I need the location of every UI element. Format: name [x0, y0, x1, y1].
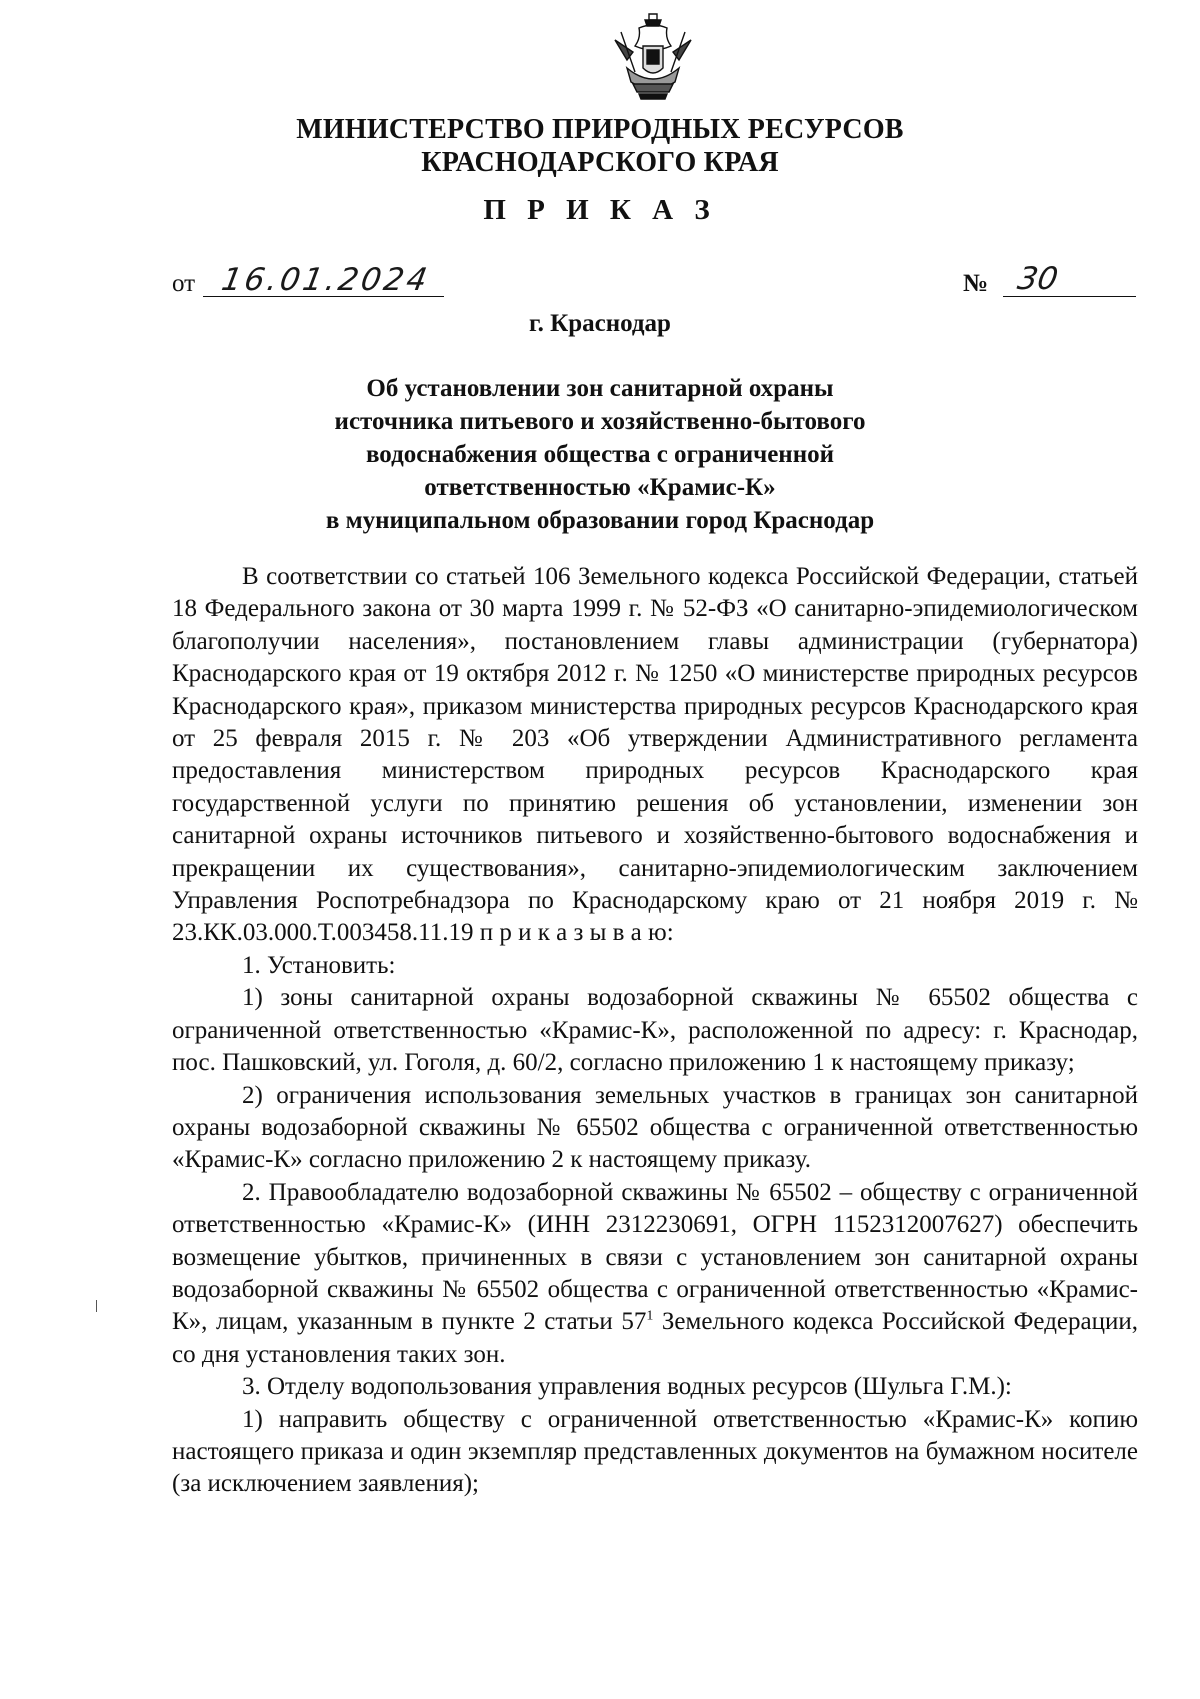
document-type: П Р И К А З: [483, 194, 717, 226]
item-2-text-b: Земельного кодекса Российской Федерации, со дня установления таких зон.: [172, 1308, 1138, 1368]
item-3: 3. Отделу водопользования управления водных ресурсов (Шульга Г.М.):: [242, 1373, 1012, 1401]
margin-mark: [96, 1300, 99, 1312]
order-command: п р и к а з ы в а ю:: [479, 919, 674, 947]
number-prefix: №: [963, 270, 989, 297]
handwritten-number: 30: [1014, 261, 1061, 297]
preamble-paragraph: [172, 561, 1138, 950]
item-1-2: 2) ограничения использования земельных участков в границах зон санитарной охраны водозаборной скважины № 65502 общества с ограниченной ответственностью «Крамис-К» согласно приложению 2 к настоящему приказу.: [172, 1081, 1138, 1174]
coat-of-arms-icon: [605, 10, 701, 102]
handwritten-date: 16.01.2024: [218, 262, 433, 298]
document-title: [200, 372, 1000, 537]
item-1: 1. Установить:: [242, 951, 396, 979]
title-line: ответственностью «Крамис-К»: [424, 474, 776, 501]
title-line: источника питьевого и хозяйственно-бытового: [334, 408, 866, 435]
ministry-name-line2: КРАСНОДАРСКОГО КРАЯ: [421, 147, 779, 178]
title-line: Об установлении зон санитарной охраны: [366, 375, 834, 402]
title-line: в муниципальном образовании город Краснодар: [325, 507, 875, 534]
title-line: водоснабжения общества с ограниченной: [365, 441, 835, 468]
item-2: [172, 1177, 1138, 1371]
document-body: [172, 561, 1138, 1501]
item-2-text-a: 2. Правообладателю водозаборной скважины № 65502 – обществу с ограниченной ответственностью «Крамис-К» (ИНН 2312230691, ОГРН 1152312007627) обеспечить возмещение убытков, причиненных в связи с установлением зон санитарной охраны водозаборной скважины № 65502 общества с ограниченной ответственностью «Крамис-К», лицам, указанным в пункте 2 статьи 57: [172, 1178, 1138, 1336]
preamble-text: В соответствии со статьей 106 Земельного кодекса Российской Федерации, статьей 18 Федерального закона от 30 марта 1999 г. № 52-ФЗ «О санитарно-эпидемиологическом благополучии населения», постановлением главы администрации (губернатора) Краснодарского края от 19 октября 2012 г. № 1250 «О министерстве природных ресурсов Краснодарского края», приказом министерства природных ресурсов Краснодарского края от 25 февраля 2015 г. № 203 «Об утверждении Административного регламента предоставления министерством природных ресурсов Краснодарского края государственной услуги по принятию решения об установлении, изменении зон санитарной охраны источников питьевого и хозяйственно-бытового водоснабжения и прекращении их существования», санитарно-эпидемиологическим заключением Управления Роспотребнадзора по Краснодарскому краю от 21 ноября 2019 г. № 23.КК.03.000.Т.003458.11.19: [172, 563, 1138, 947]
city-name: г. Краснодар: [529, 310, 671, 337]
superscript: 1: [646, 1309, 654, 1325]
date-prefix: от: [172, 270, 196, 297]
item-3-1: 1) направить обществу с ограниченной ответственностью «Крамис-К» копию настоящего приказа и один экземпляр представленных документов на бумажном носителе (за исключением заявления);: [172, 1405, 1138, 1498]
ministry-name-line1: МИНИСТЕРСТВО ПРИРОДНЫХ РЕСУРСОВ: [296, 114, 904, 145]
item-1-1: 1) зоны санитарной охраны водозаборной скважины № 65502 общества с ограниченной ответственностью «Крамис-К», расположенной по адресу: г. Краснодар, пос. Пашковский, ул. Гоголя, д. 60/2, согласно приложению 1 к настоящему приказу;: [172, 984, 1138, 1077]
